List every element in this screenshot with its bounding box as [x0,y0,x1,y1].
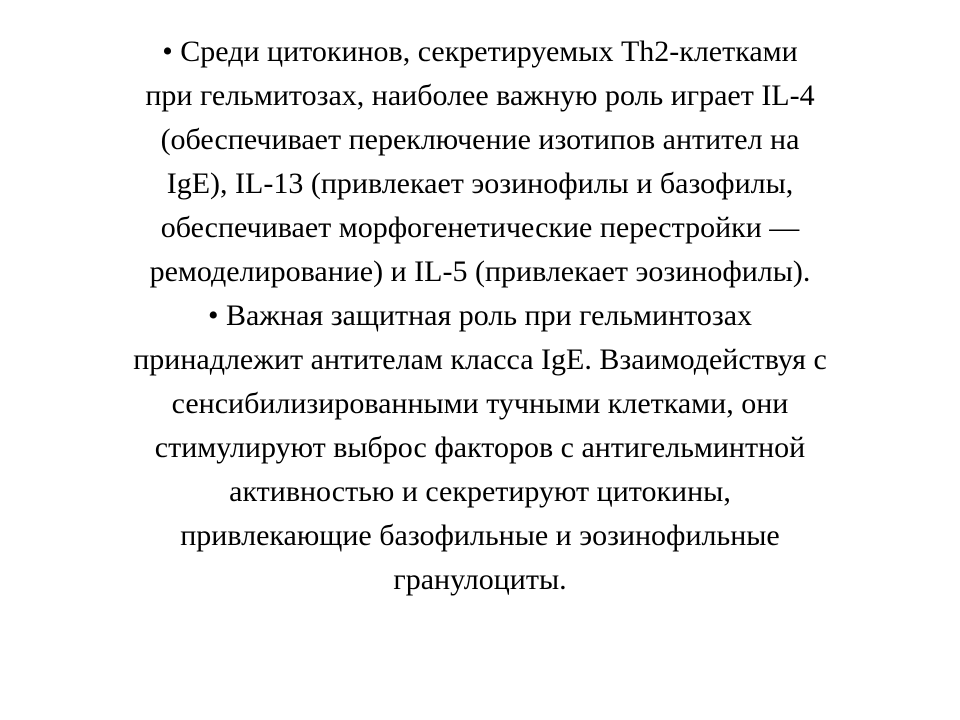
paragraph-ige-role [40,294,920,602]
text-line: • Важная защитная роль при гельминтозах [207,299,753,332]
text-line: ремоделирование) и IL-5 (привлекает эозинофилы). [149,255,811,288]
text-line: привлекающие базофильные и эозинофильные [180,519,780,552]
text-line: принадлежит антителам класса IgE. Взаимодействуя с [133,343,827,376]
text-line: • Среди цитокинов, секретируемых Th2-клетками [162,35,798,68]
text-line: (обеспечивает переключение изотипов антител на [160,123,800,156]
text-line: сенсибилизированными тучными клетками, они [171,387,789,420]
paragraph-cytokines [40,30,920,294]
text-line: IgE), IL-13 (привлекает эозинофилы и базофилы, [166,167,794,200]
slide-body-text [40,30,920,602]
text-line: гранулоциты. [393,563,567,596]
text-line: стимулируют выброс факторов с антигельминтной [154,431,806,464]
text-line: обеспечивает морфогенетические перестройки — [160,211,800,244]
text-line: при гельмитозах, наиболее важную роль играет IL-4 [145,79,815,112]
text-line: активностью и секретируют цитокины, [229,475,731,508]
